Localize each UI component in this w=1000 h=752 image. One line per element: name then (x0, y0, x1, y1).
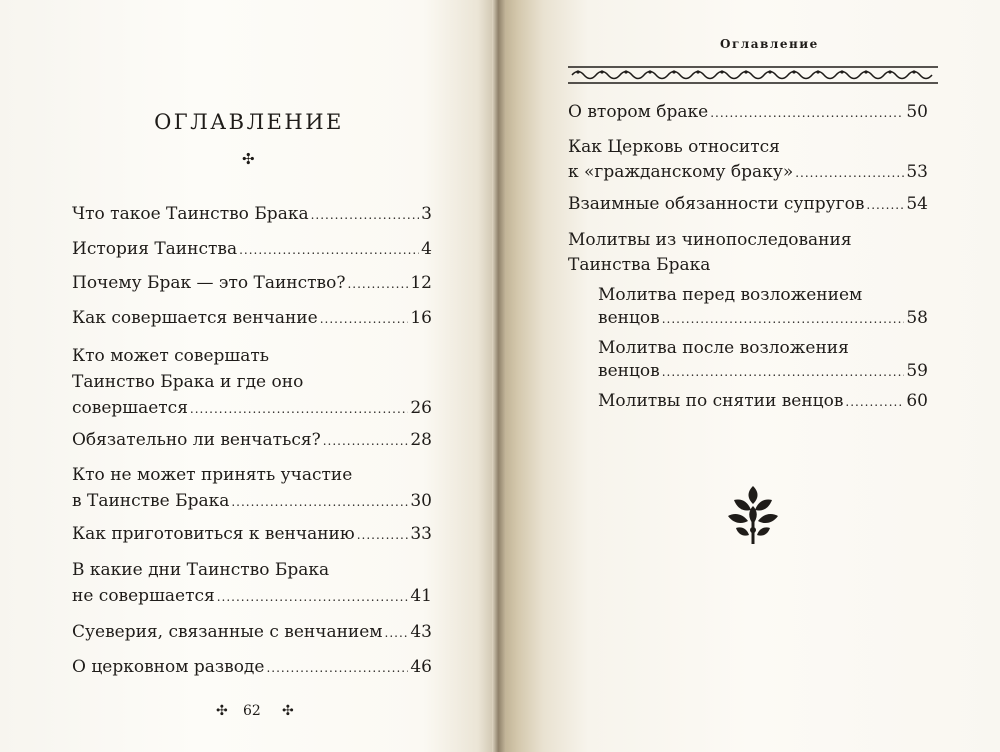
toc-title: ОГЛАВЛЕНИЕ (154, 110, 344, 134)
entry-title-line: Кто может совершать (72, 346, 270, 366)
entry-page-number: 53 (906, 162, 928, 182)
entry-title: Суеверия, связанные с венчанием (72, 622, 383, 642)
entry-page-number: 46 (410, 657, 432, 677)
left-page (0, 0, 498, 752)
dot-leader (385, 619, 409, 647)
book-gutter-shadow (492, 0, 506, 752)
entry-page-number: 58 (906, 308, 928, 328)
entry-title: Как приготовиться к венчанию (72, 524, 355, 544)
dot-leader (311, 201, 420, 229)
entry-title-line: В какие дни Таинство Брака (72, 560, 330, 580)
entry-page-number: 54 (906, 194, 928, 214)
dot-leader (217, 583, 409, 611)
dot-leader (845, 388, 904, 416)
entry-title-line: венцов (598, 308, 660, 328)
footer-cross-left-icon: ✣ (216, 703, 228, 719)
entry-page-number: 30 (410, 491, 432, 511)
entry-page-number: 28 (410, 430, 432, 450)
entry-title-line: Молитва перед возложением (598, 285, 863, 305)
entry-title: История Таинства (72, 239, 238, 259)
dot-leader (662, 305, 905, 333)
entry-page-number: 33 (410, 524, 432, 544)
dot-leader (866, 191, 904, 219)
wave-scroll-ornament-icon (568, 66, 938, 84)
dot-leader (795, 159, 904, 187)
entry-title: Что такое Таинство Брака (72, 204, 309, 224)
dot-leader (710, 99, 904, 127)
entry-page-number: 60 (906, 391, 928, 411)
dot-leader (239, 236, 419, 264)
entry-page-number: 4 (421, 239, 432, 259)
dot-leader (347, 270, 408, 298)
footer-cross-right-icon: ✣ (282, 703, 294, 719)
entry-page-number: 50 (906, 102, 928, 122)
entry-title-line: в Таинстве Брака (72, 491, 230, 511)
entry-title: Как совершается венчание (72, 308, 318, 328)
entry-title-line: Кто не может принять участие (72, 465, 353, 485)
dot-leader (357, 521, 409, 549)
page-number: 62 (243, 703, 261, 719)
entry-title: Почему Брак — это Таинство? (72, 273, 346, 293)
dot-leader (266, 654, 408, 682)
section-title-line: Молитвы из чинопоследования (568, 230, 852, 250)
entry-page-number: 43 (410, 622, 432, 642)
entry-title: Обязательно ли венчаться? (72, 430, 321, 450)
entry-title: О церковном разводе (72, 657, 265, 677)
dot-leader (190, 395, 408, 423)
floral-cross-vignette-icon (724, 484, 782, 546)
dot-leader (662, 358, 905, 386)
entry-page-number: 12 (410, 273, 432, 293)
entry-title: О втором браке (568, 102, 709, 122)
dot-leader (231, 488, 408, 516)
entry-title-line: Как Церковь относится (568, 137, 780, 157)
section-title-line: Таинства Брака (568, 255, 711, 275)
entry-page-number: 59 (906, 361, 928, 381)
entry-page-number: 41 (410, 586, 432, 606)
entry-title-line: к «гражданскому браку» (568, 162, 794, 182)
entry-page-number: 3 (421, 204, 432, 224)
entry-title-line: Таинство Брака и где оно (72, 372, 304, 392)
entry-title-line: Молитва после возложения (598, 338, 849, 358)
entry-title: Взаимные обязанности супругов (568, 194, 865, 214)
dot-leader (320, 305, 409, 333)
entry-title: Молитвы по снятии венцов (598, 391, 844, 411)
right-page (498, 0, 1000, 752)
title-cross-ornament-icon: ✣ (242, 150, 255, 168)
running-head: Оглавление (720, 37, 819, 51)
entry-page-number: 26 (410, 398, 432, 418)
entry-title-line: совершается (72, 398, 188, 418)
dot-leader (323, 427, 409, 455)
entry-title-line: не совершается (72, 586, 215, 606)
entry-page-number: 16 (410, 308, 432, 328)
entry-title-line: венцов (598, 361, 660, 381)
